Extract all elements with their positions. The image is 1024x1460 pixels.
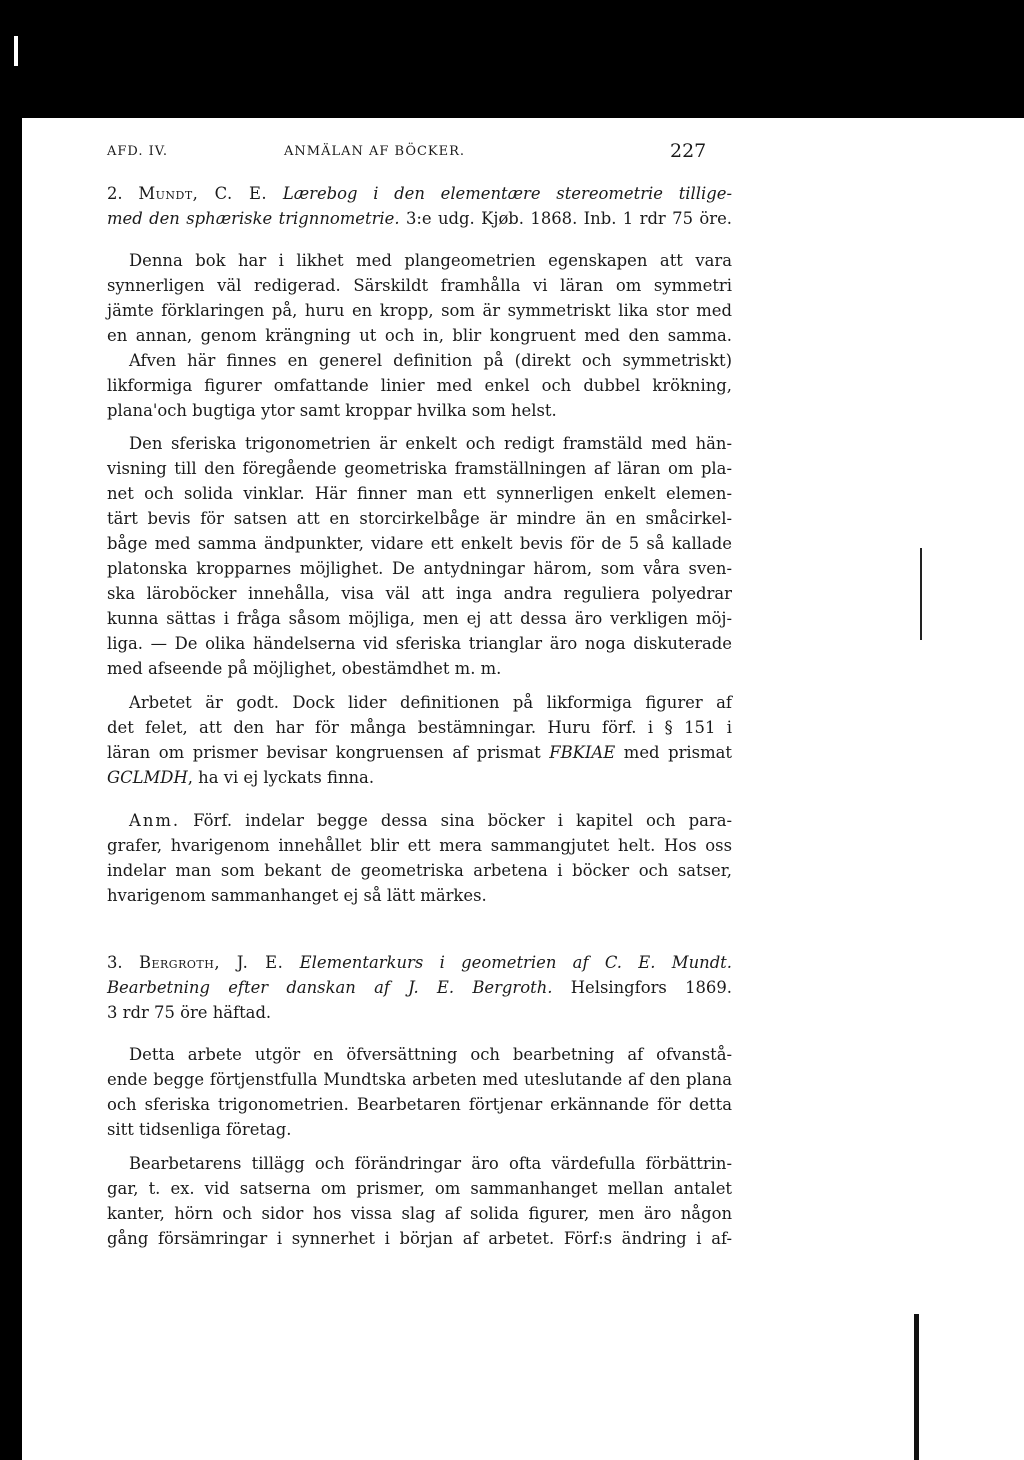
r2-p4-l3-end: med prismat — [615, 743, 732, 762]
r2-p1-l4: en annan, genom krängning ut och in, blir kongruent med den samma. — [107, 326, 732, 345]
scan-edge-mark-top — [14, 36, 18, 66]
r3-p2-l1: Bearbetarens tillägg och förändringar äro ofta värdefulla förbättrin- — [129, 1154, 732, 1173]
r2-p3-l5: båge med samma ändpunkter, vidare ett enkelt bevis för de 5 så kallade — [107, 534, 732, 553]
r2-p3-l1: Den sferiska trigonometrien är enkelt och redigt framstäld med hän- — [129, 434, 732, 453]
r2-p4-l3-text: läran om prismer bevisar kongruensen af prismat — [107, 743, 550, 762]
running-head-title: ANMÄLAN AF BÖCKER. — [284, 144, 466, 159]
entry-2-heading-line1 — [107, 184, 732, 208]
r2-p4-l1: Arbetet är godt. Dock lider definitionen på likformiga figurer af — [129, 693, 732, 712]
book-page — [22, 118, 1024, 1460]
r2-p3-l3: net och solida vinklar. Här finner man ett synnerligen enkelt elemen- — [107, 484, 732, 503]
anm-label: Anm. — [129, 811, 181, 830]
r2-p4-l4-end: , ha vi ej lyckats finna. — [187, 768, 375, 787]
margin-rule-mid — [920, 548, 922, 640]
r2-p3-l4: tärt bevis för satsen att en storcirkelbåge är mindre än en småcirkel- — [107, 509, 732, 528]
entry-3-title-2: Bearbetning efter danskan af J. E. Bergroth. — [107, 978, 553, 997]
r3-p1-l2: ende begge förtjenstfulla Mundtska arbeten med uteslutande af den plana — [107, 1070, 732, 1089]
r2-p4-l3 — [107, 743, 732, 767]
r2-p3-l10: med afseende på möjlighet, obestämdhet m. m. — [107, 659, 502, 678]
entry-2-heading-line2 — [107, 209, 732, 233]
r2-anm-l3: indelar man som bekant de geometriska arbetena i böcker och satser, — [107, 861, 732, 880]
anm-text-1: Förf. indelar begge dessa sina böcker i kapitel och para- — [180, 811, 732, 830]
r2-p2-l3: plana'och bugtiga ytor samt kroppar hvilka som helst. — [107, 401, 557, 420]
entry-3-number: 3. — [107, 953, 123, 972]
r2-p3-l9: liga. — De olika händelserna vid sferiska trianglar äro noga diskuterade — [107, 634, 732, 653]
r3-p2-l3: kanter, hörn och sidor hos vissa slag af solida figurer, men äro någon — [107, 1204, 732, 1223]
r2-p2-l2: likformiga figurer omfattande linier med enkel och dubbel krökning, — [107, 376, 732, 395]
entry-3-place-year: Helsingfors 1869. — [552, 978, 732, 997]
r2-p1-l1: Denna bok har i likhet med plangeometrien egenskapen att vara — [129, 251, 732, 270]
r2-p1-l2: synnerligen väl redigerad. Särskildt framhålla vi läran om symmetri — [107, 276, 732, 295]
page-number: 227 — [670, 140, 707, 162]
r2-p1-l3: jämte förklaringen på, huru en kropp, som är symmetriskt lika stor med — [107, 301, 732, 320]
entry-2-author: Mundt, C. E. — [138, 184, 268, 203]
entry-3-publication: 3 rdr 75 öre häftad. — [107, 1003, 272, 1022]
r3-p1-l4: sitt tidsenliga företag. — [107, 1120, 292, 1139]
r2-anm-l4: hvarigenom sammanhanget ej så lätt märkes. — [107, 886, 487, 905]
r2-p4-l2: det felet, att den har för många bestämningar. Huru förf. i § 151 i — [107, 718, 732, 737]
entry-2-title-1: Lærebog i den elementære stereometrie tillige- — [282, 184, 732, 203]
entry-3-title-1: Elementarkurs i geometrien af C. E. Mundt. — [299, 953, 732, 972]
running-head-section: AFD. IV. — [107, 144, 169, 159]
prism-label-fbkiae: FBKIAE — [549, 743, 616, 762]
r2-p3-l6: platonska kropparnes möjlighet. De antydningar härom, som våra sven- — [107, 559, 732, 578]
r2-p3-l7: ska läroböcker innehålla, visa väl att inga andra reguliera polyedrar — [107, 584, 732, 603]
r3-p2-l2: gar, t. ex. vid satserna om prismer, om sammanhanget mellan antalet — [107, 1179, 732, 1198]
r3-p2-l4: gång försämringar i synnerhet i början af arbetet. Förf:s ändring i af- — [107, 1229, 732, 1248]
entry-3-heading-line2 — [107, 978, 732, 1002]
r2-p3-l2: visning till den föregående geometriska framställningen af läran om pla- — [107, 459, 732, 478]
r2-anm-l1 — [107, 811, 732, 835]
entry-3-heading-line1 — [107, 953, 732, 977]
r2-p4-l4 — [107, 768, 732, 792]
entry-3-author: Bergroth, J. E. — [138, 953, 284, 972]
r3-p1-l1: Detta arbete utgör en öfversättning och bearbetning af ofvanstå- — [129, 1045, 732, 1064]
r2-anm-l2: grafer, hvarigenom innehållet blir ett mera sammangjutet helt. Hos oss — [107, 836, 732, 855]
r3-p1-l3: och sferiska trigonometrien. Bearbetaren förtjenar erkännande för detta — [107, 1095, 732, 1114]
r2-p2-l1: Afven här finnes en generel definition på (direkt och symmetriskt) — [129, 351, 732, 370]
entry-2-title-2: med den sphæriske trignnometrie. — [107, 209, 400, 228]
prism-label-gclmdh: GCLMDH — [107, 768, 188, 787]
entry-2-publication: 3:e udg. Kjøb. 1868. Inb. 1 rdr 75 öre. — [405, 209, 732, 228]
entry-2-number: 2. — [107, 184, 123, 203]
r2-p3-l8: kunna sättas i fråga såsom möjliga, men ej att dessa äro verkligen möj- — [107, 609, 732, 628]
margin-rule-bottom — [914, 1314, 919, 1460]
